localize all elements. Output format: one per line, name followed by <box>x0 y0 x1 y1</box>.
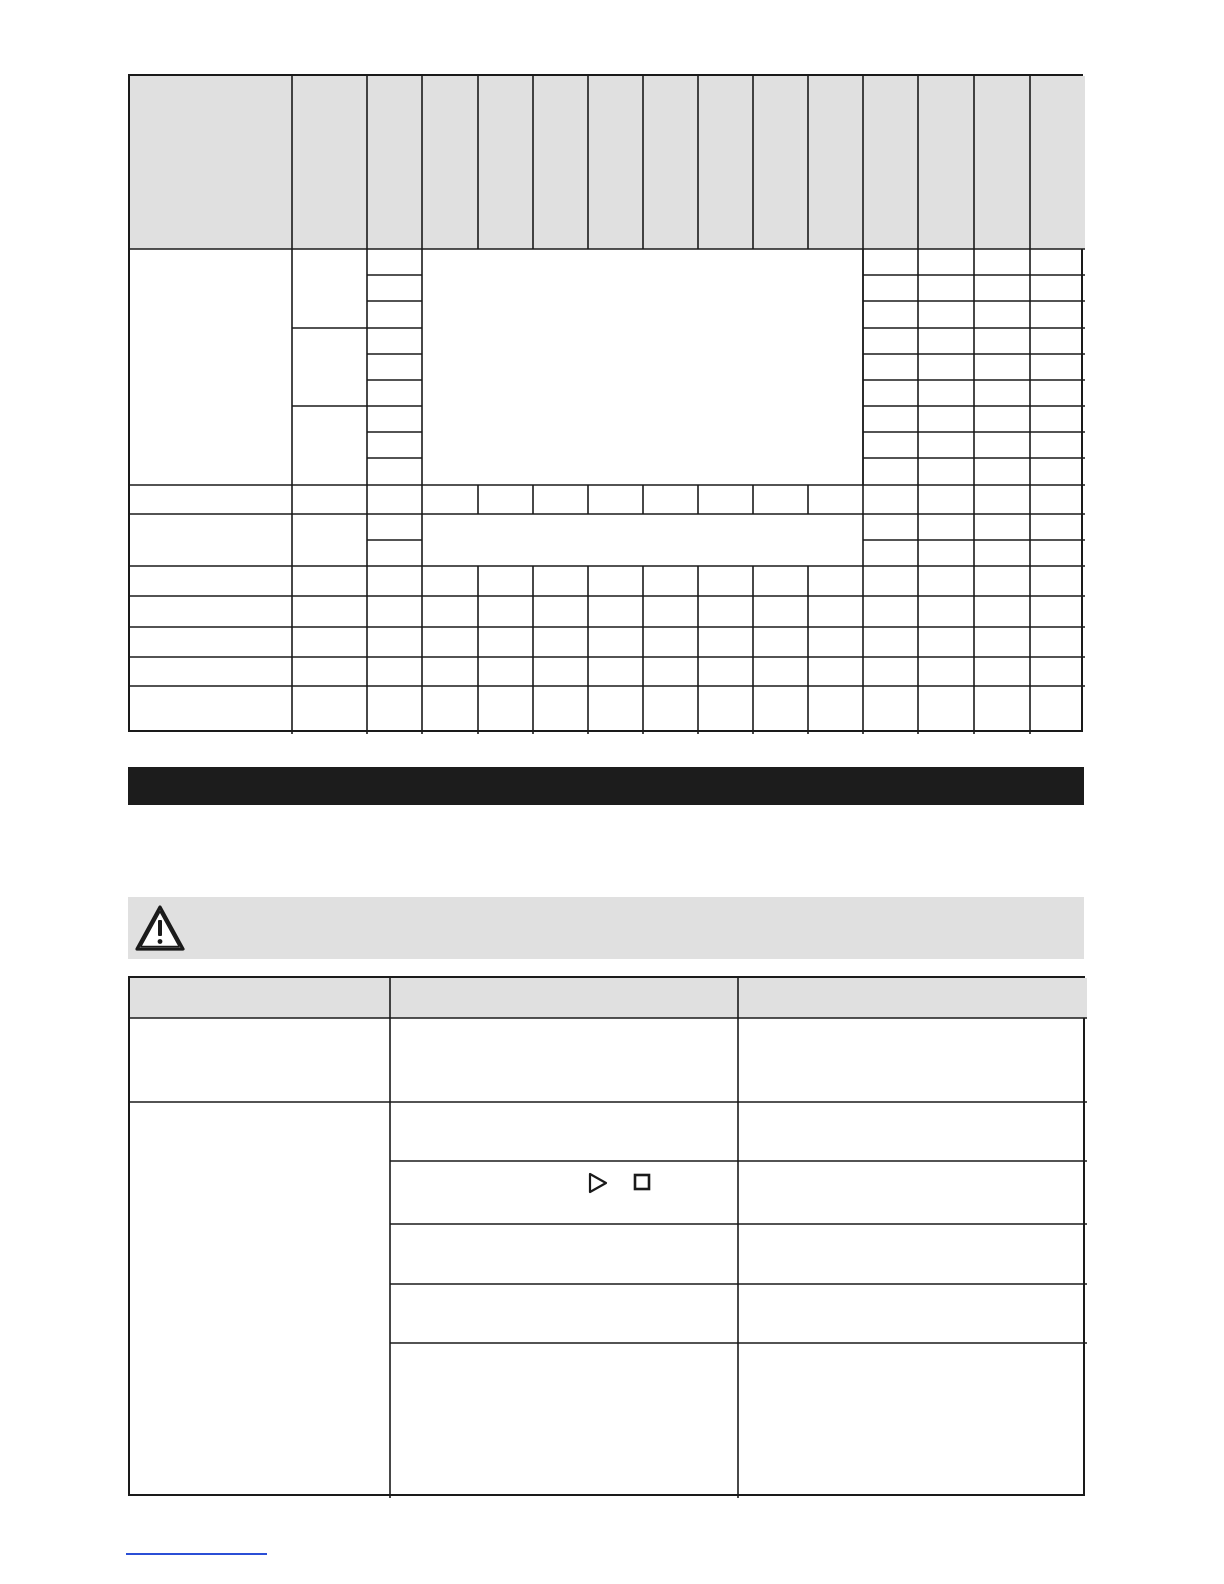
program-table-header <box>130 76 1085 249</box>
warning-triangle-icon <box>133 903 187 953</box>
program-table-grid <box>130 76 1085 734</box>
footer-link[interactable] <box>126 1553 267 1555</box>
program-table <box>128 74 1083 732</box>
troubleshooting-table-lines <box>130 978 1087 1498</box>
section-heading-bar <box>128 767 1084 805</box>
warning-box <box>128 897 1084 959</box>
stop-icon <box>633 1173 651 1191</box>
troubleshooting-table-grid <box>130 978 1087 1498</box>
troubleshooting-table-header <box>130 978 1087 1018</box>
play-icon <box>587 1172 609 1194</box>
troubleshooting-table <box>128 976 1085 1496</box>
